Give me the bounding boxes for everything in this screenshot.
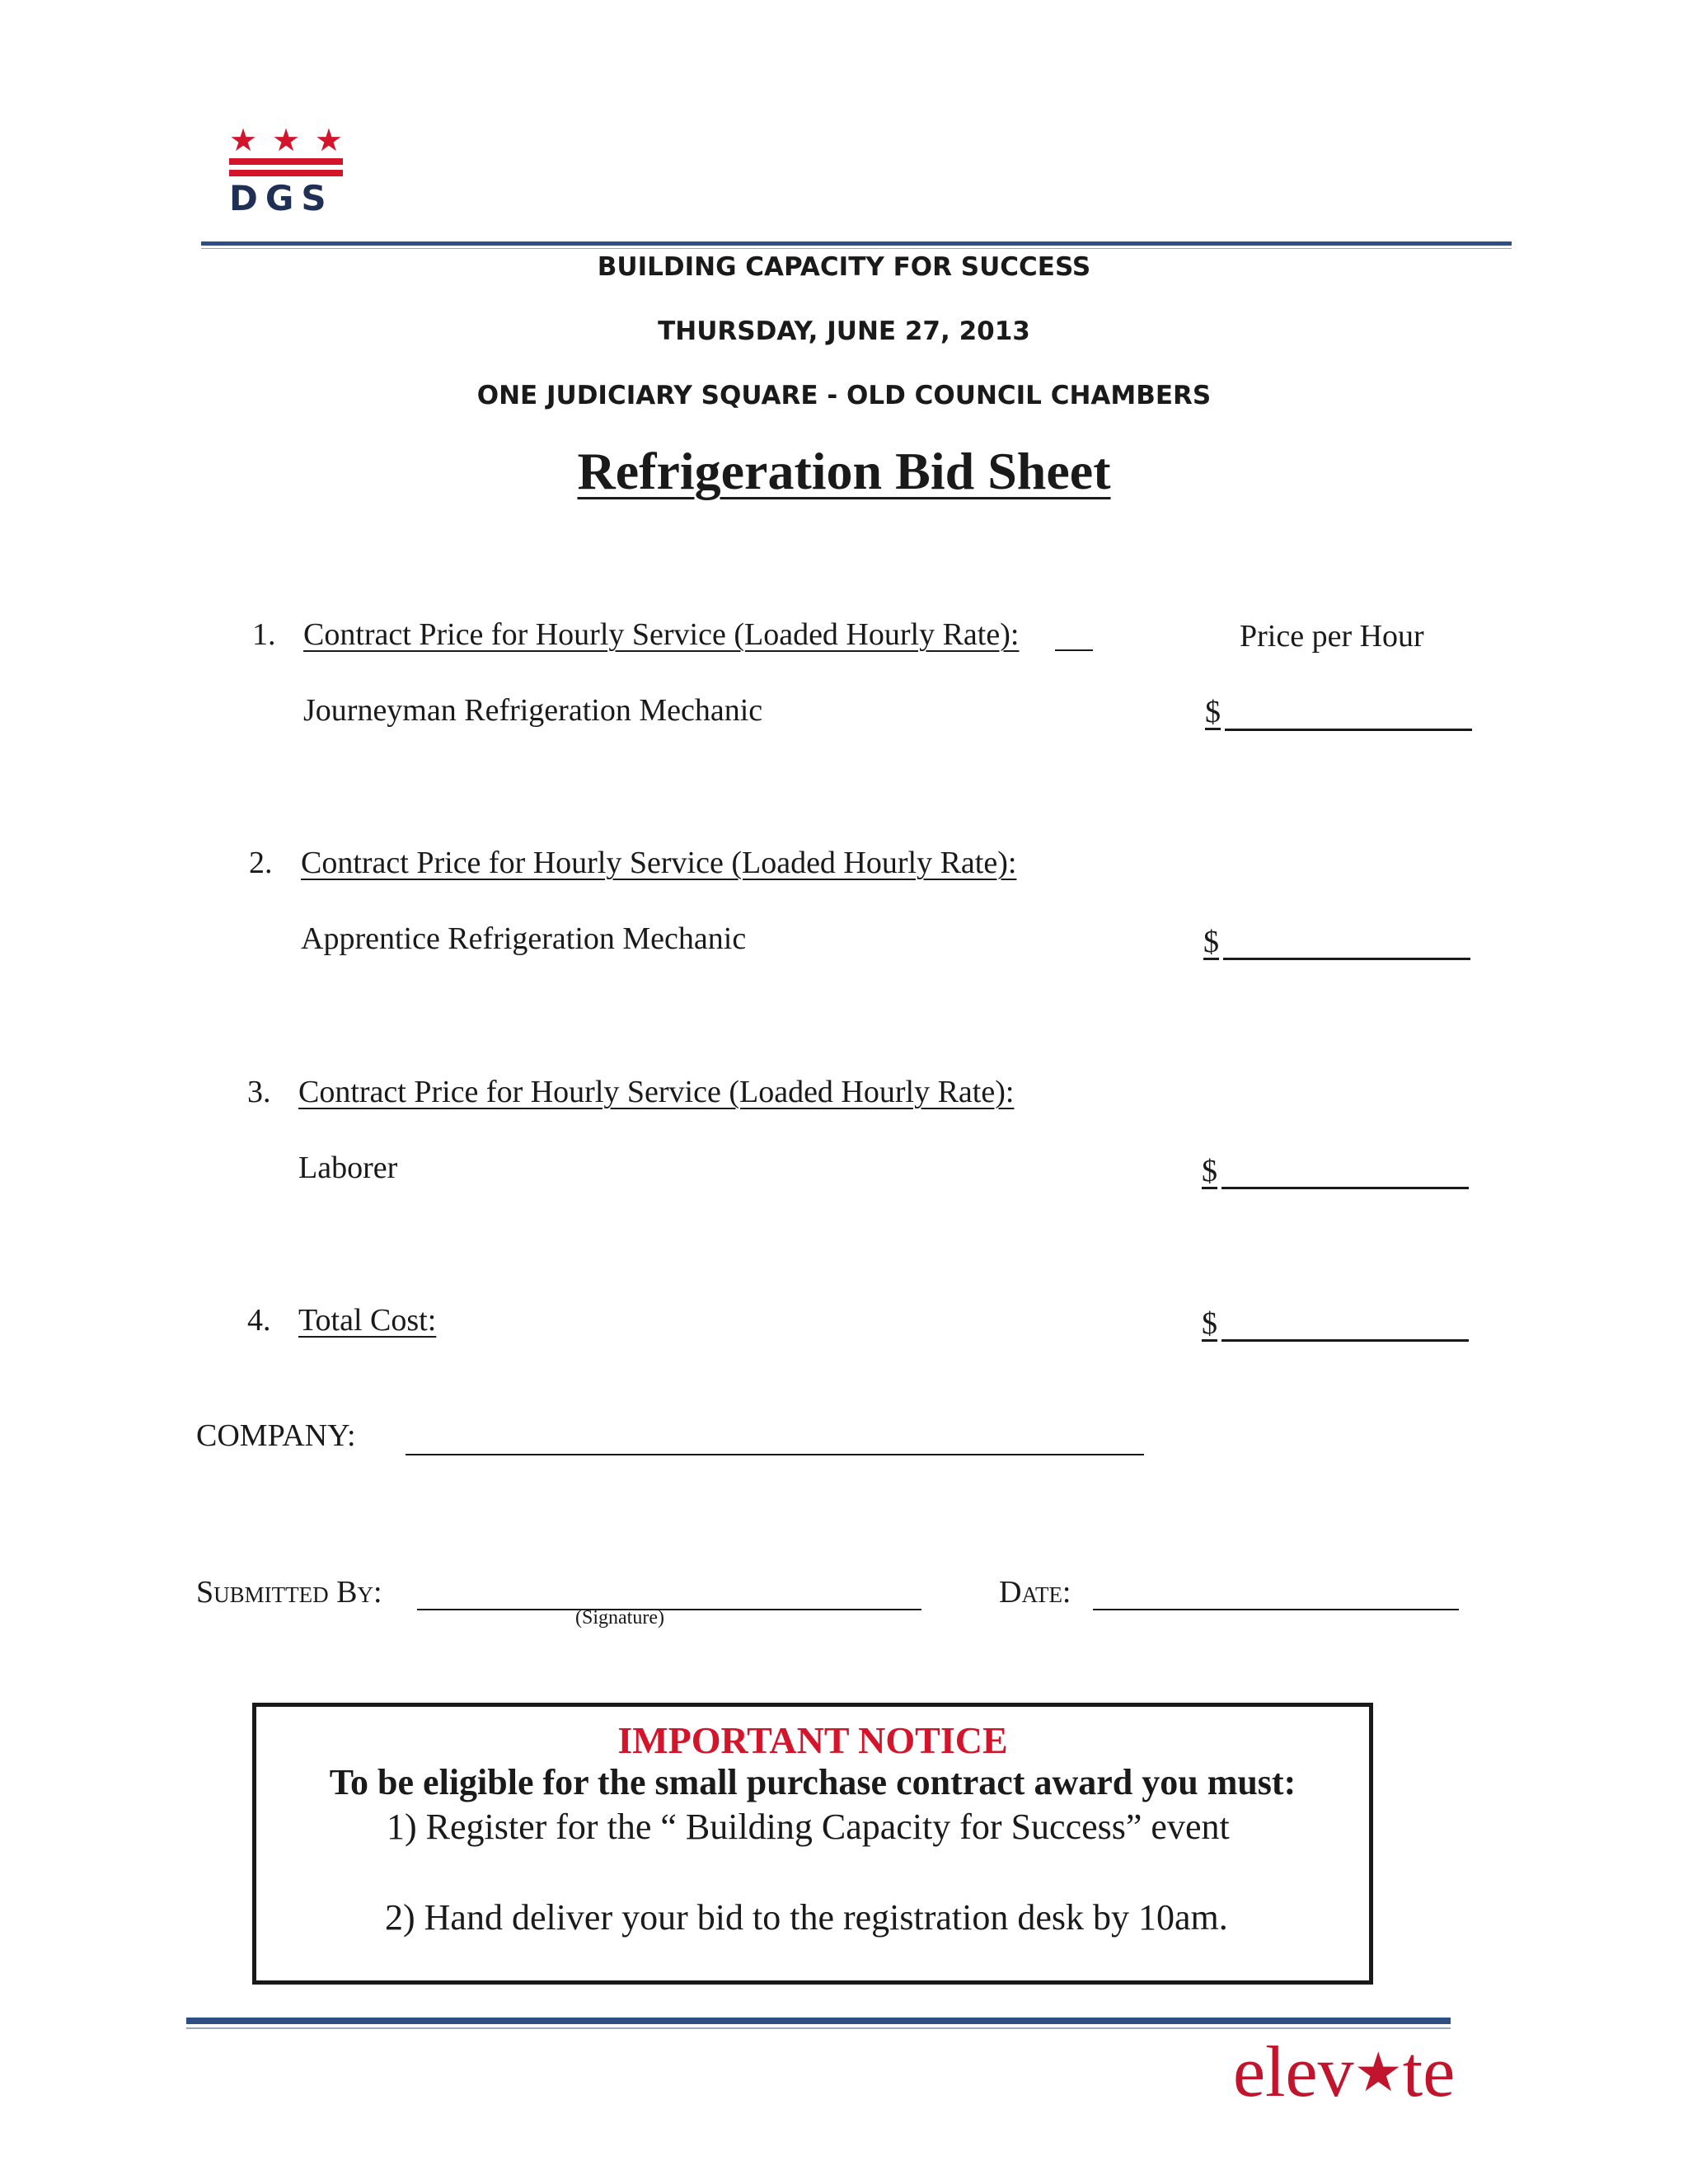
notice-title: IMPORTANT NOTICE	[617, 1719, 1008, 1761]
star-icon: ★	[271, 122, 301, 158]
signature-field[interactable]	[417, 1609, 921, 1610]
item-number: 4.	[247, 1303, 271, 1338]
notice-item: 2) Hand deliver your bid to the registration desk by 10am.	[385, 1897, 1228, 1938]
top-rule-thin	[201, 248, 1512, 249]
signature-caption: (Signature)	[575, 1607, 664, 1629]
item-heading: Contract Price for Hourly Service (Loaded Hourly Rate):	[298, 1075, 1015, 1109]
item-heading: Total Cost:	[298, 1303, 437, 1338]
heading-underline-extension	[1055, 649, 1093, 651]
logo-text: DGS	[229, 178, 334, 218]
star-icon: ★	[1353, 2041, 1403, 2104]
bottom-rule	[186, 2018, 1451, 2024]
star-icon: ★	[314, 122, 343, 158]
notice-intro: To be eligible for the small purchase contract award you must:	[329, 1762, 1296, 1802]
price-column-header: Price per Hour	[1240, 619, 1424, 654]
dollar-sign: $	[1202, 1306, 1217, 1341]
dollar-sign: $	[1202, 1154, 1217, 1188]
dgs-logo	[229, 122, 343, 218]
price-field-laborer[interactable]	[1221, 1187, 1469, 1189]
logo-stripe	[229, 170, 343, 176]
star-icon: ★	[229, 122, 258, 158]
elevate-logo-text: te	[1402, 2032, 1456, 2112]
bottom-rule-thin	[186, 2027, 1451, 2029]
event-date: THURSDAY, JUNE 27, 2013	[658, 316, 1030, 346]
item-role: Laborer	[298, 1151, 398, 1185]
top-rule	[201, 241, 1512, 246]
item-heading: Contract Price for Hourly Service (Loaded Hourly Rate):	[301, 846, 1017, 880]
notice-item: 1) Register for the “ Building Capacity for Success” event	[387, 1807, 1230, 1847]
event-location: ONE JUDICIARY SQUARE - OLD COUNCIL CHAMBERS	[476, 381, 1212, 410]
logo-stripe	[229, 158, 343, 165]
item-number: 1.	[252, 617, 276, 652]
company-field[interactable]	[406, 1454, 1144, 1455]
elevate-logo-text: elev	[1233, 2032, 1354, 2112]
item-number: 3.	[247, 1075, 271, 1109]
dollar-sign: $	[1205, 695, 1221, 729]
price-field-apprentice[interactable]	[1223, 958, 1470, 960]
logo-stars	[229, 122, 343, 158]
item-number: 2.	[249, 846, 273, 880]
price-field-total[interactable]	[1221, 1339, 1469, 1342]
submitted-by-label: Submitted By:	[196, 1575, 382, 1610]
item-heading: Contract Price for Hourly Service (Loaded Hourly Rate):	[303, 617, 1020, 652]
important-notice-box	[252, 1703, 1373, 1985]
dollar-sign: $	[1203, 925, 1219, 959]
page-title	[0, 441, 1688, 502]
item-role: Journeyman Refrigeration Mechanic	[303, 693, 763, 728]
date-field[interactable]	[1093, 1609, 1459, 1610]
price-field-journeyman[interactable]	[1225, 729, 1472, 731]
item-role: Apprentice Refrigeration Mechanic	[301, 921, 747, 956]
page-title-text: Refrigeration Bid Sheet	[577, 442, 1111, 500]
elevate-logo	[1233, 2031, 1455, 2114]
date-label: Date:	[999, 1575, 1071, 1610]
company-label: COMPANY:	[196, 1418, 356, 1453]
event-name: BUILDING CAPACITY FOR SUCCESS	[597, 252, 1091, 282]
